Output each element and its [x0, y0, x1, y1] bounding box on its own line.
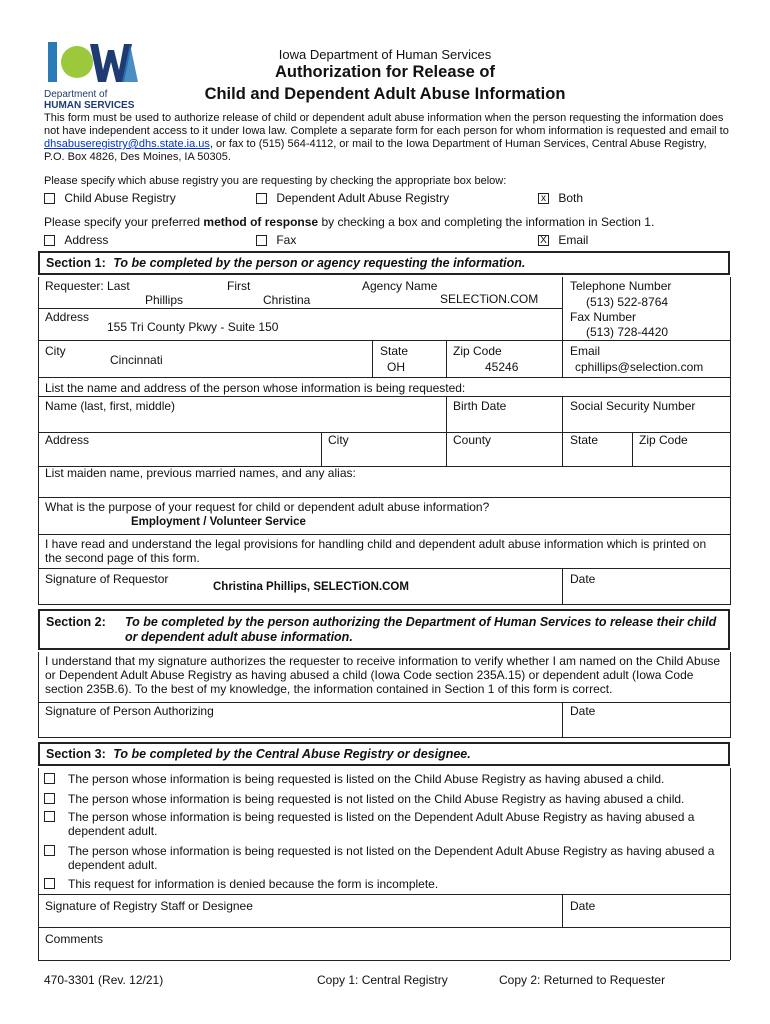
requestor-signature-value[interactable]: Christina Phillips, SELECTiON.COM	[213, 581, 409, 593]
email-label: Email	[570, 344, 601, 358]
page-title-line2: Child and Dependent Adult Abuse Information	[204, 85, 566, 103]
response-option-fax[interactable]	[256, 233, 296, 247]
section3-instruction: To be completed by the Central Abuse Registry or designee.	[113, 747, 471, 761]
checkbox-address[interactable]	[44, 235, 55, 246]
section1-instruction: To be completed by the person or agency requesting the information.	[113, 256, 526, 270]
option-label: Both	[558, 191, 584, 205]
requester-first-label: First	[227, 279, 251, 293]
requestor-signature-label: Signature of Requestor	[45, 572, 169, 586]
address-label: Address	[45, 310, 90, 324]
page-title-line1: Authorization for Release of	[274, 63, 496, 81]
birth-date-label: Birth Date	[453, 399, 507, 413]
checkbox-not-listed-child[interactable]	[44, 793, 55, 804]
registry-prompt: Please specify which abuse registry you are requesting by checking the appropriate box below:	[44, 175, 507, 187]
requestor-date-label: Date	[570, 572, 596, 586]
section2-instruction: To be completed by the person authorizing the Department of Human Services to release their child or dependent adult abuse information.	[125, 615, 717, 644]
requester-last-value[interactable]: Phillips	[145, 293, 184, 307]
registry-result-text: The person whose information is being requested is listed on the Child Abuse Registry as having abused a child.	[68, 772, 665, 786]
copy1-label: Copy 1: Central Registry	[317, 973, 448, 987]
section2-authorization-text: I understand that my signature authorizes the requester to receive information to verify whether I am named on the Child Abuse or Dependent Adult Abuse Registry as having abused a child (Iowa Code section 235A.15) or dependent adult (Iowa Code section 235B.6). To the best of my knowledge, the information contained in Section 1 of this form is correct.	[45, 654, 721, 696]
registry-option-child[interactable]	[44, 191, 176, 205]
option-label: Dependent Adult Abuse Registry	[276, 191, 450, 205]
response-prompt	[44, 215, 654, 229]
requester-first-value[interactable]: Christina	[263, 293, 311, 307]
requester-last-label: Requester: Last	[45, 279, 130, 293]
authorizing-date-label: Date	[570, 704, 596, 718]
telephone-value[interactable]: (513) 522-8764	[586, 295, 669, 309]
registry-option-dependent[interactable]	[256, 191, 449, 205]
checkbox-fax[interactable]	[256, 235, 267, 246]
copy2-label: Copy 2: Returned to Requester	[499, 973, 666, 987]
section1-heading	[38, 251, 730, 275]
checkbox-child-registry[interactable]	[44, 193, 55, 204]
option-label: Fax	[276, 233, 297, 247]
subject-zip-label: Zip Code	[639, 433, 688, 447]
agency-name-value[interactable]: SELECTiON.COM	[440, 292, 539, 306]
section2-number: Section 2:	[46, 615, 106, 629]
checkbox-both-registry[interactable]: x	[538, 193, 549, 204]
subject-name-label: Name (last, first, middle)	[45, 399, 176, 413]
response-prompt-before: Please specify your preferred	[44, 215, 204, 229]
response-prompt-after: by checking a box and completing the information in Section 1.	[318, 215, 655, 229]
registry-date-label: Date	[570, 899, 596, 913]
fax-label: Fax Number	[570, 310, 637, 324]
registry-result-text: This request for information is denied because the form is incomplete.	[68, 877, 439, 891]
intro-text-part2: , or fax to (515) 564-4112, or mail to the Iowa Department of Human Services, Central Abuse Registry, P.O. Box 4826, Des Moines, IA 50305.	[44, 138, 707, 163]
subject-city-label: City	[328, 433, 349, 447]
maiden-name-label: List maiden name, previous married names, and any alias:	[45, 466, 356, 480]
response-option-address[interactable]	[44, 233, 108, 247]
ssn-label: Social Security Number	[570, 399, 696, 413]
subject-state-label: State	[570, 433, 599, 447]
purpose-value[interactable]: Employment / Volunteer Service	[131, 516, 306, 528]
section3-number: Section 3:	[46, 747, 106, 761]
purpose-label: What is the purpose of your request for child or dependent adult abuse information?	[45, 500, 490, 514]
comments-label: Comments	[45, 932, 104, 946]
registry-email-link[interactable]: dhsabuseregistry@dhs.state.ia.us	[44, 138, 210, 150]
state-value[interactable]: OH	[387, 360, 405, 374]
agency-name-label: Agency Name	[362, 279, 438, 293]
address-value[interactable]: 155 Tri County Pkwy - Suite 150	[107, 320, 279, 334]
response-prompt-bold: method of response	[203, 215, 319, 229]
agency-name: Iowa Department of Human Services	[278, 47, 492, 62]
checkbox-not-listed-dependent[interactable]	[44, 845, 55, 856]
checkbox-request-denied[interactable]	[44, 878, 55, 889]
authorizing-signature-label: Signature of Person Authorizing	[45, 704, 214, 718]
checkbox-listed-dependent[interactable]	[44, 811, 55, 822]
option-label: Address	[64, 233, 109, 247]
section3-heading	[38, 742, 730, 766]
registry-result-text: The person whose information is being requested is not listed on the Child Abuse Registry as having abused a child.	[68, 792, 685, 806]
registry-signature-label: Signature of Registry Staff or Designee	[45, 899, 253, 913]
subject-address-label: Address	[45, 433, 90, 447]
zip-label: Zip Code	[453, 344, 502, 358]
section1-number: Section 1:	[46, 256, 106, 270]
telephone-label: Telephone Number	[570, 279, 672, 293]
email-value[interactable]: cphillips@selection.com	[575, 360, 704, 374]
registry-result-text: The person whose information is being requested is listed on the Dependent Adult Abuse Registry as having abused a dependent adult.	[68, 810, 695, 838]
intro-text-part1: This form must be used to authorize release of child or dependent adult abuse information when the person requesting the information does not have independent access to it under Iowa law. Complete a separate form for each person for whom information is requested and email to	[44, 112, 729, 137]
state-label: State	[380, 344, 409, 358]
option-label: Email	[558, 233, 589, 247]
zip-value[interactable]: 45246	[485, 360, 519, 374]
legal-acknowledgement: I have read and understand the legal provisions for handling child and dependent adult abuse information which is printed on the second page of this form.	[45, 537, 707, 565]
section2-heading	[38, 609, 730, 650]
checkbox-listed-child[interactable]	[44, 773, 55, 784]
checkbox-dependent-registry[interactable]	[256, 193, 267, 204]
option-label: Child Abuse Registry	[64, 191, 176, 205]
county-label: County	[453, 433, 492, 447]
fax-value[interactable]: (513) 728-4420	[586, 325, 669, 339]
checkbox-email[interactable]: X	[538, 235, 549, 246]
city-label: City	[45, 344, 66, 358]
registry-result-text: The person whose information is being requested is not listed on the Dependent Adult Abuse Registry as having abused a dependent adult.	[68, 844, 715, 872]
logo-subtitle-2: HUMAN SERVICES	[44, 100, 135, 111]
registry-option-both[interactable]	[538, 191, 583, 205]
response-option-email[interactable]	[538, 233, 588, 247]
intro-text	[44, 112, 729, 164]
logo-subtitle-1: Department of	[44, 89, 108, 100]
form-number: 470-3301 (Rev. 12/21)	[44, 973, 164, 987]
subject-prompt: List the name and address of the person whose information is being requested:	[45, 381, 466, 395]
city-value[interactable]: Cincinnati	[110, 353, 163, 367]
